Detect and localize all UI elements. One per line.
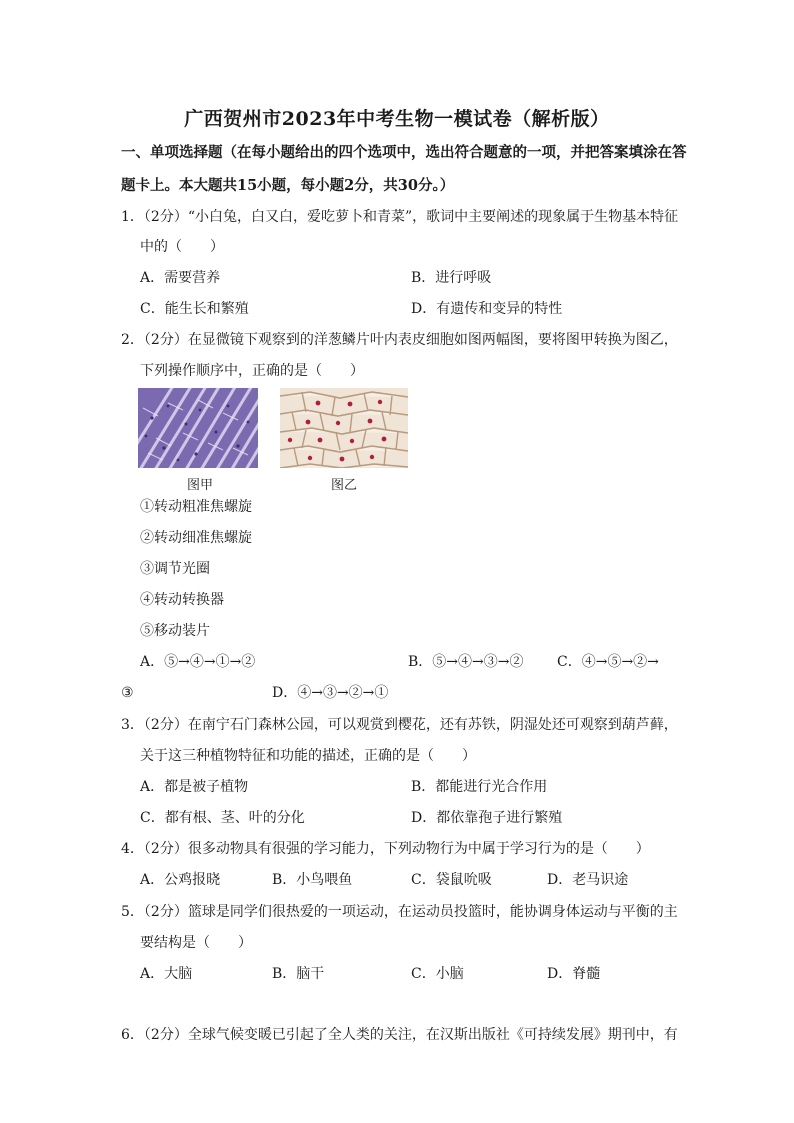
question-1-option-a: A．需要营养 <box>140 270 221 286</box>
question-2-step-1: ①转动粗准焦螺旋 <box>140 499 252 515</box>
question-2-stem-cont: 下列操作顺序中，正确的是（ ） <box>140 363 364 379</box>
section-heading-line-2: 题卡上。本大题共15小题，每小题2分，共30分。） <box>121 177 455 194</box>
question-2-step-5: ⑤移动装片 <box>140 623 210 639</box>
question-2-step-2: ②转动细准焦螺旋 <box>140 530 252 546</box>
question-5-option-a: A．大脑 <box>140 966 193 982</box>
question-5-option-b: B．脑干 <box>272 966 325 982</box>
question-5-option-d: D．脊髓 <box>547 966 601 982</box>
question-2-option-b: B．⑤→④→③→② <box>408 654 524 670</box>
question-1-option-d: D．有遗传和变异的特性 <box>411 301 563 317</box>
question-2-step-3: ③调节光圈 <box>140 561 210 577</box>
question-1-stem-cont: 中的（ ） <box>140 239 224 255</box>
question-2-option-c: C．④→⑤→②→ <box>557 654 659 670</box>
question-3-option-a: A．都是被子植物 <box>140 779 249 795</box>
question-2-option-c-cont: ③ <box>121 685 134 701</box>
question-5-stem: 5．（2分）篮球是同学们很热爱的一项运动，在运动员投篮时，能协调身体运动与平衡的主 <box>121 904 678 920</box>
question-3-stem: 3．（2分）在南宁石门森林公园，可以观赏到樱花，还有苏铁，阴湿处还可观察到葫芦藓， <box>121 717 678 733</box>
question-5-option-c: C．小脑 <box>411 966 464 982</box>
figure-a-image <box>138 388 258 468</box>
question-2-stem: 2．（2分）在显微镜下观察到的洋葱鳞片叶内表皮细胞如图两幅图，要将图甲转换为图乙， <box>121 332 678 348</box>
question-2-option-a: A．⑤→④→①→② <box>140 654 256 670</box>
question-1-option-c: C．能生长和繁殖 <box>140 301 249 317</box>
question-4-option-b: B．小鸟喂鱼 <box>272 872 353 888</box>
question-1-option-b: B．进行呼吸 <box>411 270 492 286</box>
question-4-option-d: D．老马识途 <box>547 872 629 888</box>
question-4-option-c: C．袋鼠吮吸 <box>411 872 492 888</box>
question-5-stem-cont: 要结构是（ ） <box>140 935 252 951</box>
question-3-stem-cont: 关于这三种植物特征和功能的描述，正确的是（ ） <box>140 748 476 764</box>
question-4-stem: 4．（2分）很多动物具有很强的学习能力，下列动物行为中属于学习行为的是（ ） <box>121 841 650 857</box>
figure-a-caption: 图甲 <box>186 478 213 493</box>
question-4-option-a: A．公鸡报晓 <box>140 872 221 888</box>
question-3-option-b: B．都能进行光合作用 <box>411 779 548 795</box>
question-6-stem: 6．（2分）全球气候变暖已引起了全人类的关注，在汉斯出版社《可持续发展》期刊中，有 <box>121 1027 678 1043</box>
question-3-option-d: D．都依靠孢子进行繁殖 <box>411 810 563 826</box>
page-title: 广西贺州市2023年中考生物一模试卷（解析版） <box>184 108 610 130</box>
figure-b-image <box>280 388 408 468</box>
question-2-step-4: ④转动转换器 <box>140 592 224 608</box>
question-3-option-c: C．都有根、茎、叶的分化 <box>140 810 305 826</box>
section-heading-line-1: 一、单项选择题（在每小题给出的四个选项中，选出符合题意的一项，并把答案填涂在答 <box>121 144 687 161</box>
question-1-stem: 1．（2分）“小白兔，白又白，爱吃萝卜和青菜”，歌词中主要阐述的现象属于生物基本特征 <box>121 209 679 225</box>
figure-b-caption: 图乙 <box>330 478 357 493</box>
question-2-option-d: D．④→③→②→① <box>272 685 389 701</box>
